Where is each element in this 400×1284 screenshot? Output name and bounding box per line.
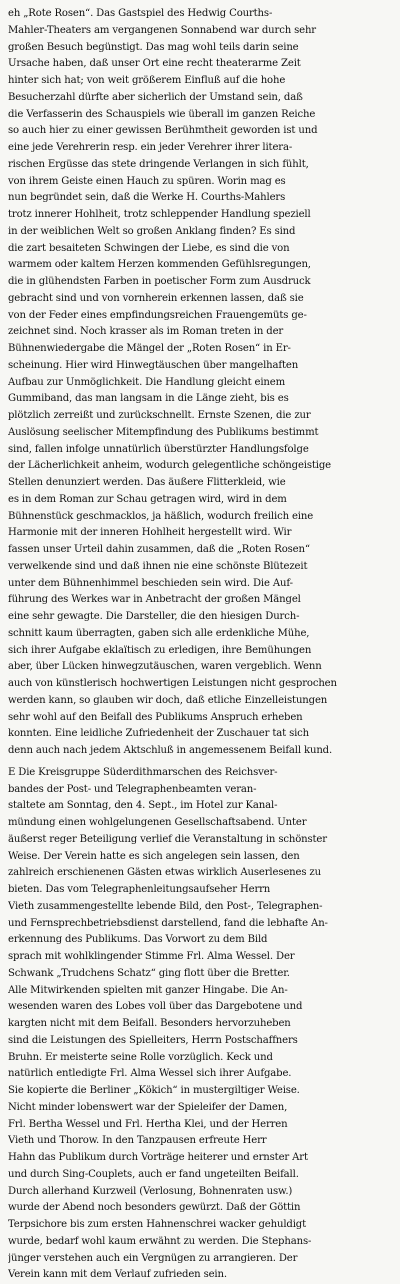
text-line: eh „Rote Rosen“. Das Gastspiel des Hedwig Courths- [8,8,273,19]
text-line: bandes der Post- und Telegraphenbeamten veran- [8,783,257,795]
text-line: führung des Werkes war in Anbetracht der großen Mängel [8,594,301,606]
text-line: hinter sich hat; von weit größerem Einfluß auf die hohe [8,75,286,86]
text-line: von ihrem Geiste einen Hauch zu spüren. Worin mag es [8,175,286,187]
text-line: denn auch nach jedem Aktschluß in angemessenem Beifall kund. [8,745,333,756]
text-line: Durch allerhand Kurzweil (Verlosung, Bohnenraten usw.) [8,1185,293,1197]
article-rote-rosen [8,6,394,760]
text-line: unter dem Bühnenhimmel beschieden sein wird. Die Auf- [8,577,293,589]
text-line: Terpsichore bis zum ersten Hahnenschrei wacker gehuldigt [8,1219,307,1230]
text-line: Besucherzahl dürfte aber sicherlich der Umstand sein, daß [8,91,303,103]
text-line: Sie kopierte die Berliner „Kökich“ in mustergiltiger Weise. [8,1085,300,1096]
text-line: von der Feder eines empfindungsreichen Frauengemüts ge- [8,309,307,321]
text-line: Bühnenstück geschmacklos, ja häßlich, wodurch freilich eine [8,510,314,522]
text-line: trotz innerer Hohlheit, trotz schleppender Handlung speziell [8,209,311,220]
text-line: sich ihrer Aufgabe eklaïtisch zu erledigen, ihre Bemühungen [8,644,312,656]
text-line: wurde der Abend noch besonders gewürzt. Daß der Göttin [8,1202,301,1214]
text-line: fassen unser Urteil dahin zusammen, daß die „Roten Rosen“ [8,544,310,555]
text-line: werden kann, so glauben wir doch, daß etliche Einzelleistungen [8,694,328,706]
text-line: kargten nicht mit dem Beifall. Besonders hervorzuheben [8,1018,291,1029]
text-line: zahlreich erschienenen Gästen etwas wirklich Auserlesenes zu [8,867,321,879]
text-line: so auch hier zu einer gewissen Berühmtheit geworden ist und [8,125,318,137]
text-line: jünger verstehen auch ein Vergnügen zu arrangieren. Der [8,1252,298,1264]
article-kreisgruppe-post-telegraphen [8,765,394,1284]
text-line: in der weiblichen Welt so großen Anklang finden? Es sind [8,225,296,237]
text-line: der Lächerlichkeit anheim, wodurch gelegentliche schöngeistige [8,460,332,472]
text-line: sprach mit wohlklingender Stimme Frl. Alma Wessel. Der [8,951,295,962]
text-line: konnten. Eine leidliche Zufriedenheit der Zuschauer tat sich [8,728,310,740]
text-line: Weise. Der Verein hatte es sich angelegen sein lassen, den [8,850,300,862]
text-line: erkennung des Publikums. Das Vorwort zu dem Bild [8,934,268,946]
text-line: staltete am Sonntag, den 4. Sept., im Hotel zur Kanal- [8,800,278,812]
text-line: äußerst reger Beteiligung verlief die Veranstaltung in schönster [8,833,327,845]
text-line: Hahn das Publikum durch Vorträge heiterer und ernster Art [8,1152,308,1163]
text-line: Gummiband, das man langsam in die Länge zieht, bis es [8,393,289,405]
text-line: Stellen denunziert werden. Das äußere Flitterkleid, wie [8,477,286,488]
text-line: auch von künstlerisch hochwertigen Leistungen nicht gesprochen [8,678,337,689]
text-line: rischen Ergüsse das stete dringende Verlangen in sich fühlt, [8,158,309,170]
text-line: Bruhn. Er meisterte seine Rolle vorzüglich. Keck und [8,1051,273,1063]
text-line: natürlich entledigte Frl. Alma Wessel sich ihrer Aufgabe. [8,1068,292,1080]
text-line: schnitt kaum überragten, gaben sich alle erdenkliche Mühe, [8,627,310,639]
text-line: zeichnet sind. Noch krasser als im Roman treten in der [8,326,284,338]
text-line: Ursache haben, daß unser Ort eine recht theaterarme Zeit [8,58,301,70]
text-line: nun begründet sein, daß die Werke H. Courths-Mahlers [8,192,286,204]
text-line: Vieth zusammengestellte lebende Bild, den Post-, Telegraphen- [8,900,323,912]
text-line: Verein kann mit dem Verlauf zufrieden sein. [8,1269,227,1281]
text-line: Mahler-Theaters am vergangenen Sonnabend war durch sehr [8,24,316,36]
text-line: E Die Kreisgruppe Süderdithmarschen des Reichsver- [8,766,278,778]
text-line: Schwank „Trudchens Schatz“ ging flott über die Bretter. [8,967,290,979]
text-line: Auslösung seelischer Mitempfindung des Publikums bestimmt [8,426,319,438]
text-line: wurde, bedarf wohl kaum erwähnt zu werden. Die Stephans- [8,1235,312,1247]
text-line: und durch Sing-Couplets, auch er fand ungeteilten Beifall. [8,1168,299,1180]
text-line: Harmonie mit der inneren Hohlheit hergestellt wird. Wir [8,527,292,539]
text-line: verwelkende sind und daß ihnen nie eine schönste Blütezeit [8,560,308,572]
text-line: Bühnenwiedergabe die Mängel der „Roten Rosen“ in Er- [8,343,291,354]
text-line: mündung einen wohlgelungenen Gesellschaftsabend. Unter [8,817,307,828]
text-line: großen Besuch begünstigt. Das mag wohl teils darin seine [8,41,299,53]
text-line: eine jede Verehrerin resp. ein jeder Verehrer ihrer litera- [8,142,293,153]
text-line: die in glühendsten Farben in poetischer Form zum Ausdruck [8,276,311,287]
text-line: Vieth und Thorow. In den Tanzpausen erfreute Herr [8,1135,267,1147]
text-line: aber, über Lücken hinwegzutäuschen, waren vergeblich. Wenn [8,661,322,673]
text-line: eine sehr gewagte. Die Darsteller, die den hiesigen Durch- [8,611,300,622]
text-line: wesenden waren des Lobes voll über das Dargebotene und [8,1001,303,1013]
text-line: gebracht sind und von vornherein erkennen lassen, daß sie [8,292,304,304]
text-line: es in dem Roman zur Schau getragen wird, wird in dem [8,493,287,505]
text-line: Aufbau zur Unmöglichkeit. Die Handlung gleicht einem [8,376,286,388]
text-line: Frl. Bertha Wessel und Frl. Hertha Klei, und der Herren [8,1118,288,1130]
text-line: Nicht minder lobenswert war der Spieleifer der Damen, [8,1101,288,1113]
text-line: die zart besaiteten Schwingen der Liebe, es sind die von [8,242,290,254]
text-line: scheinung. Hier wird Hinwegtäuschen über mangelhaften [8,359,299,371]
text-line: und Fernsprechbetriebsdienst darstellend, fand die lebhafte An- [8,917,328,929]
text-line: sehr wohl auf den Beifall des Publikums Anspruch erheben [8,711,303,723]
text-line: plötzlich zerreißt und zurückschnellt. Ernste Szenen, die zur [8,410,311,421]
text-line: sind, fallen infolge unnatürlich überstürzter Handlungsfolge [8,443,309,455]
text-line: warmem oder kaltem Herzen kommenden Gefühlsregungen, [8,259,311,271]
text-line: bieten. Das vom Telegraphenleitungsaufseher Herrn [8,884,271,895]
text-line: die Verfasserin des Schauspiels wie überall im ganzen Reiche [8,108,316,120]
text-line: sind die Leistungen des Spielleiters, Herrn Postschaffners [8,1034,298,1046]
text-line: Alle Mitwirkenden spielten mit ganzer Hingabe. Die An- [8,984,288,996]
